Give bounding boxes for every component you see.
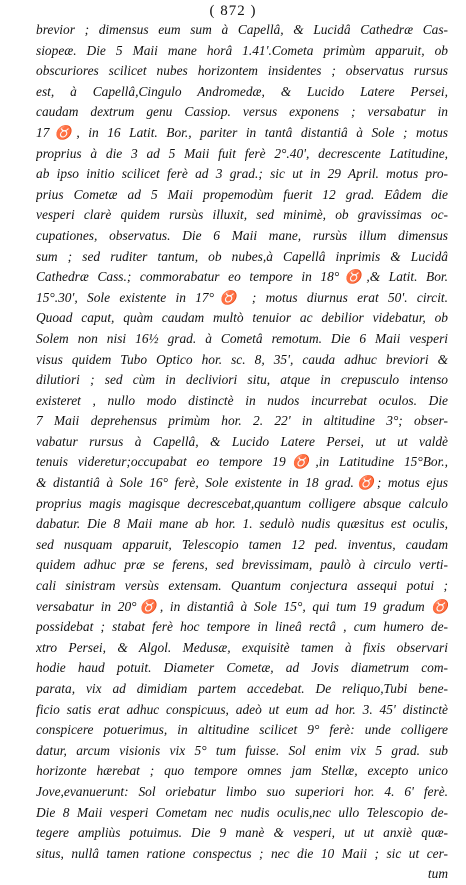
text-line: dilutiori ; sed cùm in decliviori situ, atque in crepusculo intenso — [36, 372, 448, 388]
text-line: vesperi clarè quidem rursùs illuxit, sed minimè, ob gravissimas oc- — [36, 207, 448, 223]
text-line: caudam dextrum genu Cassiop. versus exponens ; versabatur in — [36, 104, 448, 120]
text-line: Cathedræ Cass.; commorabatur eo tempore in 18°♉,& Latit. Bor. — [36, 269, 448, 285]
text-line: Quoad caput, quàm caudam multò tenuior ac debilior videbatur, ob — [36, 310, 448, 326]
text-line: est, à Capellâ,Cingulo Andromedæ, & Lucido Latere Persei, — [36, 83, 448, 99]
body-text — [36, 20, 448, 885]
text-line: sum ; sed ruditer tantum, ob nubes,à Capellâ inprimis & Lucidâ — [36, 248, 448, 264]
text-line: Jove,evanuerunt: Sol oriebatur limbo suo superiori hor. 4. 6' ferè. — [36, 783, 448, 799]
text-line: brevior ; dimensus eum sum à Capellâ, & Lucidâ Cathedræ Cas- — [36, 22, 448, 37]
text-line: tenuis videretur;occupabat eo tempore 19♉,in Latitudine 15°Bor., — [36, 454, 448, 470]
text-line: situs, nullâ tamen ratione conspectus ; nec die 10 Maii ; sic ut cer- — [36, 845, 448, 861]
text-line: versabatur in 20°♉, in distantiâ à Sole 15°, qui tum 19 gradum ♉ — [36, 598, 448, 614]
page-number: ( 872 ) — [209, 3, 257, 19]
text-line: ficio satis erat adhuc conspicuus, adeò ut eum ad hor. 3. 45' distinctè — [36, 701, 448, 717]
text-line: tum — [427, 866, 448, 882]
text-line: existeret , nullo modo distinctè in nudos incurrebat oculos. Die — [36, 392, 448, 408]
text-line: xtro Persei, & Algol. Medusæ, exquisitè tamen à fixis observari — [36, 639, 448, 655]
text-line: tegere ampliùs potuimus. Die 9 manè & vesperi, ut ut anxiè quæ- — [36, 825, 448, 841]
text-line: hodie haud potuit. Diameter Cometæ, ad Jovis diametrum com- — [36, 660, 448, 676]
text-line: visus quidem Tubo Optico hor. sc. 8, 35', cauda adhuc breviori & — [36, 351, 448, 367]
text-line: cali sinistram versùs extensam. Quantum conjectura assequi potui ; — [36, 578, 448, 594]
text-line: prius Cometæ ad 5 Maii propemodùm fuerit 12 grad. Eâdem die — [36, 186, 448, 202]
text-line: 7 Maii deprehensus primùm hor. 2. 22' in altitudine 3°; obser- — [36, 413, 448, 429]
text-line: horizonte hærebat ; quo tempore omnes jam Stellæ, excepto unico — [36, 763, 448, 779]
text-line: datur, arcum visionis vix 5° tum fuisse. Sol enim vix 5 grad. sub — [36, 742, 448, 758]
text-line: dabatur. Die 8 Maii mane ab hor. 1. sedulò nudis quæsitus est oculis, — [36, 516, 448, 532]
text-line: possidebat ; stabat ferè hoc tempore in lineâ rectâ , cum humero de- — [36, 619, 448, 635]
text-line: Solem non nisi 16½ grad. à Cometâ remotum. Die 6 Maii vesperi — [36, 330, 448, 346]
text-line: cupationes, observatus. Die 6 Maii mane, rursùs illum dimensus — [36, 227, 448, 243]
text-line: obscuriores scilicet nubes horizontem insidentes ; observatus rursus — [36, 63, 448, 79]
text-line: siopeæ. Die 5 Maii mane horâ 1.41'.Cometa primùm apparuit, ob — [36, 42, 448, 58]
text-line: 17♉, in 16 Latit. Bor., pariter in tantâ distantiâ à Sole ; motus — [36, 124, 448, 140]
text-line: ab ipso initio scilicet ferè ad 3 grad.; sic ut in 29 April. motus pro- — [36, 166, 448, 182]
text-line: quidem adhuc præ se ferens, sed brevissimam, paulò à circulo verti- — [36, 557, 448, 573]
text-line: proprius à die 3 ad 5 Maii fuit ferè 2°.40', decrescente Latitudine, — [36, 145, 448, 161]
text-line: vabatur rursus à Capellâ, & Lucido Latere Persei, ut ut valdè — [36, 433, 448, 449]
text-line: Die 8 Maii vesperi Cometam nec nudis oculis,nec ullo Telescopio de- — [36, 804, 448, 820]
text-line: sed nusquam apparuit, Telescopio tamen 12 ped. inventus, caudam — [36, 536, 448, 552]
text-line: proprius magis magisque decrescebat,quantum colligere absque calculo — [36, 495, 448, 511]
text-line: parata, vix ad dimidiam partem accedebat. De reliquo,Tubi bene- — [36, 681, 448, 696]
text-line: 15°.30', Sole existente in 17°♉ ; motus diurnus erat 50'. circit. — [36, 289, 448, 305]
text-line: & distantiâ à Sole 16° ferè, Sole existente in 18 grad.♉; motus ejus — [36, 475, 448, 491]
text-line: conspicere potuerimus, in altitudine scilicet 9° ferè: unde colligere — [36, 722, 448, 738]
